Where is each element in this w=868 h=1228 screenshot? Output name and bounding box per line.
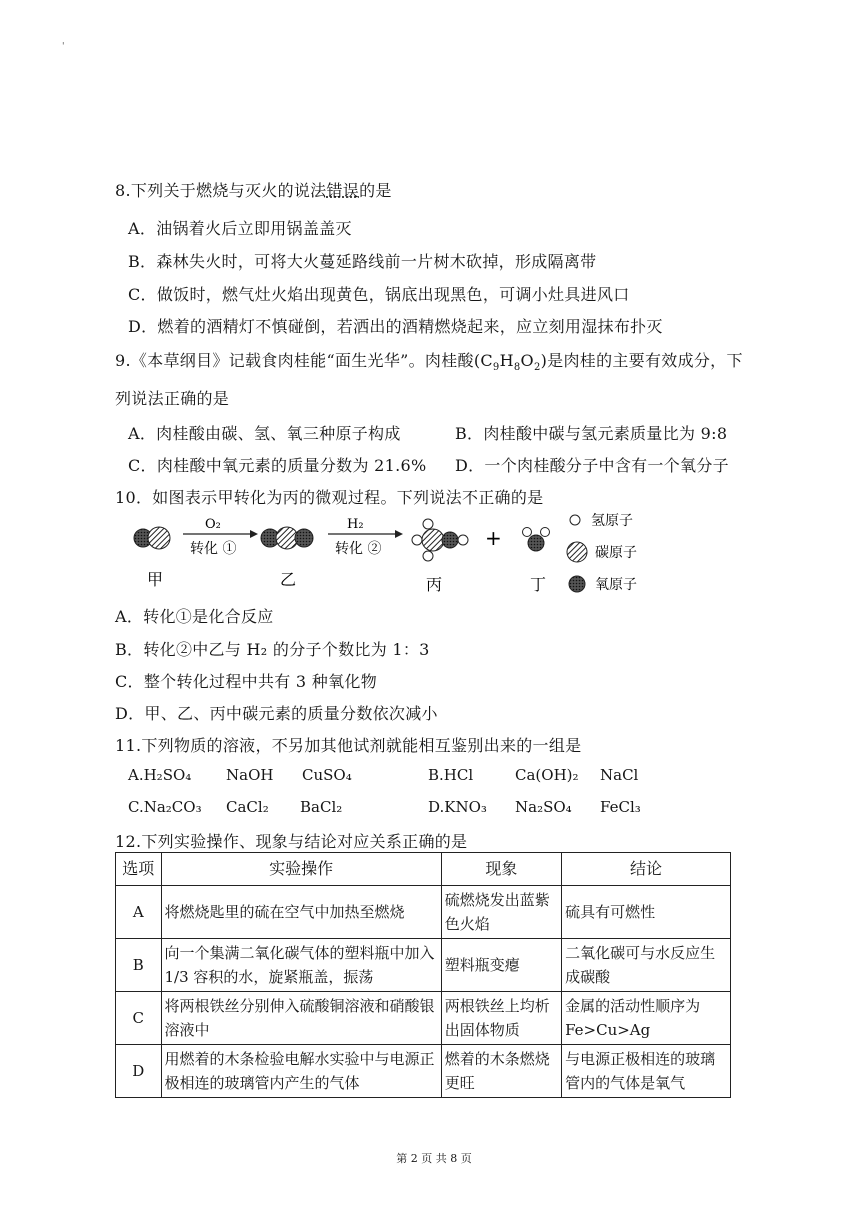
oxygen-atom-icon [442, 532, 458, 548]
q11-d-item1: D.KNO₃ [428, 798, 487, 816]
q9-stem-line1 [115, 348, 743, 373]
molecule-ding [523, 528, 550, 552]
oxygen-atom-icon [528, 535, 544, 551]
plus-sign: + [485, 526, 502, 550]
hydrogen-atom-icon [541, 528, 550, 537]
q11-d-item3: FeCl₃ [600, 798, 641, 816]
legend-carbon-icon [567, 542, 587, 562]
experiment-table [115, 852, 731, 1098]
q9-option-d: D．一个肉桂酸分子中含有一个氧分子 [455, 456, 729, 475]
header-option: 选项 [116, 853, 162, 886]
q8-option-d: D．燃着的酒精灯不慎碰倒，若洒出的酒精燃烧起来，应立刻用湿抹布扑灭 [128, 317, 663, 336]
q11-c-item1: C.Na₂CO₃ [128, 798, 202, 816]
hydrogen-atom-icon [423, 519, 433, 529]
label-jia: 甲 [147, 570, 164, 589]
label-yi: 乙 [280, 570, 297, 589]
row-a-id: A [116, 886, 162, 939]
q12-stem: 12.下列实验操作、现象与结论对应关系正确的是 [115, 832, 468, 851]
q9-o: O [520, 351, 534, 370]
arrow1-head-icon [250, 530, 258, 538]
arrow1-label: 转化 ① [190, 541, 237, 557]
q9-sub-o: 2 [533, 362, 541, 374]
label-ding: 丁 [530, 575, 547, 594]
row-c-operation: 将两根铁丝分别伸入硫酸铜溶液和硝酸银溶液中 [161, 992, 441, 1045]
legend-oxygen-label: 氧原子 [595, 577, 637, 593]
row-c-phenomenon: 两根铁丝上均析出固体物质 [441, 992, 561, 1045]
q10-option-b: B．转化②中乙与 H₂ 的分子个数比为 1：3 [115, 640, 430, 659]
row-d-phenomenon: 燃着的木条燃烧更旺 [441, 1045, 561, 1098]
row-c-conclusion: 金属的活动性顺序为 Fe>Cu>Ag [562, 992, 731, 1045]
hydrogen-atom-icon [412, 535, 422, 545]
row-a-phenomenon: 硫燃烧发出蓝紫色火焰 [441, 886, 561, 939]
table-header-row [116, 853, 731, 886]
row-b-conclusion: 二氧化碳可与水反应生成碳酸 [562, 939, 731, 992]
q11-b-item1: B.HCl [428, 766, 474, 784]
row-d-id: D [116, 1045, 162, 1098]
header-conclusion: 结论 [562, 853, 731, 886]
table-row [116, 992, 731, 1045]
header-phenomenon: 现象 [441, 853, 561, 886]
page-footer: 第 2 页 共 8 页 [396, 1152, 472, 1165]
q10-option-a: A．转化①是化合反应 [115, 607, 274, 626]
row-b-phenomenon: 塑料瓶变瘪 [441, 939, 561, 992]
hydrogen-atom-icon [423, 551, 433, 561]
q8-stem [115, 178, 392, 201]
q10-stem: 10．如图表示甲转化为丙的微观过程。下列说法不正确的是 [115, 488, 544, 507]
q8-option-b: B．森林失火时，可将大火蔓延路线前一片树木砍掉，形成隔离带 [128, 252, 597, 271]
q8-option-a: A．油锅着火后立即用锅盖盖灭 [128, 219, 352, 238]
molecule-bing [412, 519, 468, 561]
hydrogen-atom-icon [458, 535, 468, 545]
q11-c-item3: BaCl₂ [300, 798, 343, 816]
q11-a-item1: A.H₂SO₄ [128, 766, 192, 784]
legend-hydrogen-label: 氢原子 [591, 513, 633, 529]
row-b-id: B [116, 939, 162, 992]
q11-b-item2: Ca(OH)₂ [515, 766, 579, 784]
arrow2-reagent: H₂ [347, 517, 364, 532]
reaction-diagram [125, 510, 685, 600]
q10-option-d: D．甲、乙、丙中碳元素的质量分数依次减小 [115, 704, 438, 723]
q8-option-c: C．做饭时，燃气灶火焰出现黄色，锅底出现黑色，可调小灶具进风口 [128, 285, 630, 304]
q11-stem: 11.下列物质的溶液，不另加其他试剂就能相互鉴别出来的一组是 [115, 736, 582, 755]
q9-stem-pre: 9.《本草纲目》记载食肉桂能“面生光华”。肉桂酸(C [115, 351, 493, 370]
q11-a-item3: CuSO₄ [302, 766, 352, 784]
q11-a-item2: NaOH [226, 766, 274, 784]
table-row [116, 939, 731, 992]
q9-h: H [499, 351, 514, 370]
q9-sub-c: 9 [492, 362, 500, 374]
row-a-operation: 将燃烧匙里的硫在空气中加热至燃烧 [161, 886, 441, 939]
q11-d-item2: Na₂SO₄ [515, 798, 572, 816]
row-a-conclusion: 硫具有可燃性 [562, 886, 731, 939]
row-b-operation: 向一个集满二氧化碳气体的塑料瓶中加入 1/3 容积的水，旋紧瓶盖，振荡 [161, 939, 441, 992]
carbon-atom-icon [148, 527, 170, 549]
q11-c-item2: CaCl₂ [226, 798, 269, 816]
molecule-jia [134, 527, 170, 549]
q9-option-b: B．肉桂酸中碳与氢元素质量比为 9:8 [455, 424, 728, 443]
row-d-operation: 用燃着的木条检验电解水实验中与电源正极相连的玻璃管内产生的气体 [161, 1045, 441, 1098]
q11-b-item3: NaCl [600, 766, 639, 784]
q9-option-a: A．肉桂酸由碳、氢、氧三种原子构成 [128, 424, 401, 443]
q8-stem-post: 的是 [359, 181, 392, 200]
table-row [116, 886, 731, 939]
carbon-atom-icon [422, 529, 444, 551]
q9-stem-post: )是肉桂的主要有效成分，下 [540, 351, 743, 370]
q9-option-c: C．肉桂酸中氧元素的质量分数为 21.6% [128, 456, 427, 475]
q8-stem-pre: 8.下列关于燃烧与灭火的说法 [115, 181, 327, 200]
row-c-id: C [116, 992, 162, 1045]
oxygen-atom-icon [295, 529, 313, 547]
q10-option-c: C．整个转化过程中共有 3 种氧化物 [115, 672, 377, 691]
corner-mark: ' [62, 42, 65, 52]
hydrogen-atom-icon [523, 528, 532, 537]
q9-sub-h: 8 [513, 362, 521, 374]
legend-oxygen-icon [569, 576, 585, 592]
header-operation: 实验操作 [161, 853, 441, 886]
table-row [116, 1045, 731, 1098]
arrow2-label: 转化 ② [335, 541, 382, 557]
legend-hydrogen-icon [570, 515, 580, 525]
molecule-yi [261, 527, 313, 549]
q9-stem-line2: 列说法正确的是 [115, 389, 230, 408]
label-bing: 丙 [426, 575, 443, 594]
arrow1-reagent: O₂ [205, 517, 221, 532]
q8-stem-emphasis: 错误 [326, 181, 360, 200]
legend-carbon-label: 碳原子 [595, 545, 637, 561]
row-d-conclusion: 与电源正极相连的玻璃管内的气体是氧气 [562, 1045, 731, 1098]
arrow2-head-icon [395, 530, 403, 538]
